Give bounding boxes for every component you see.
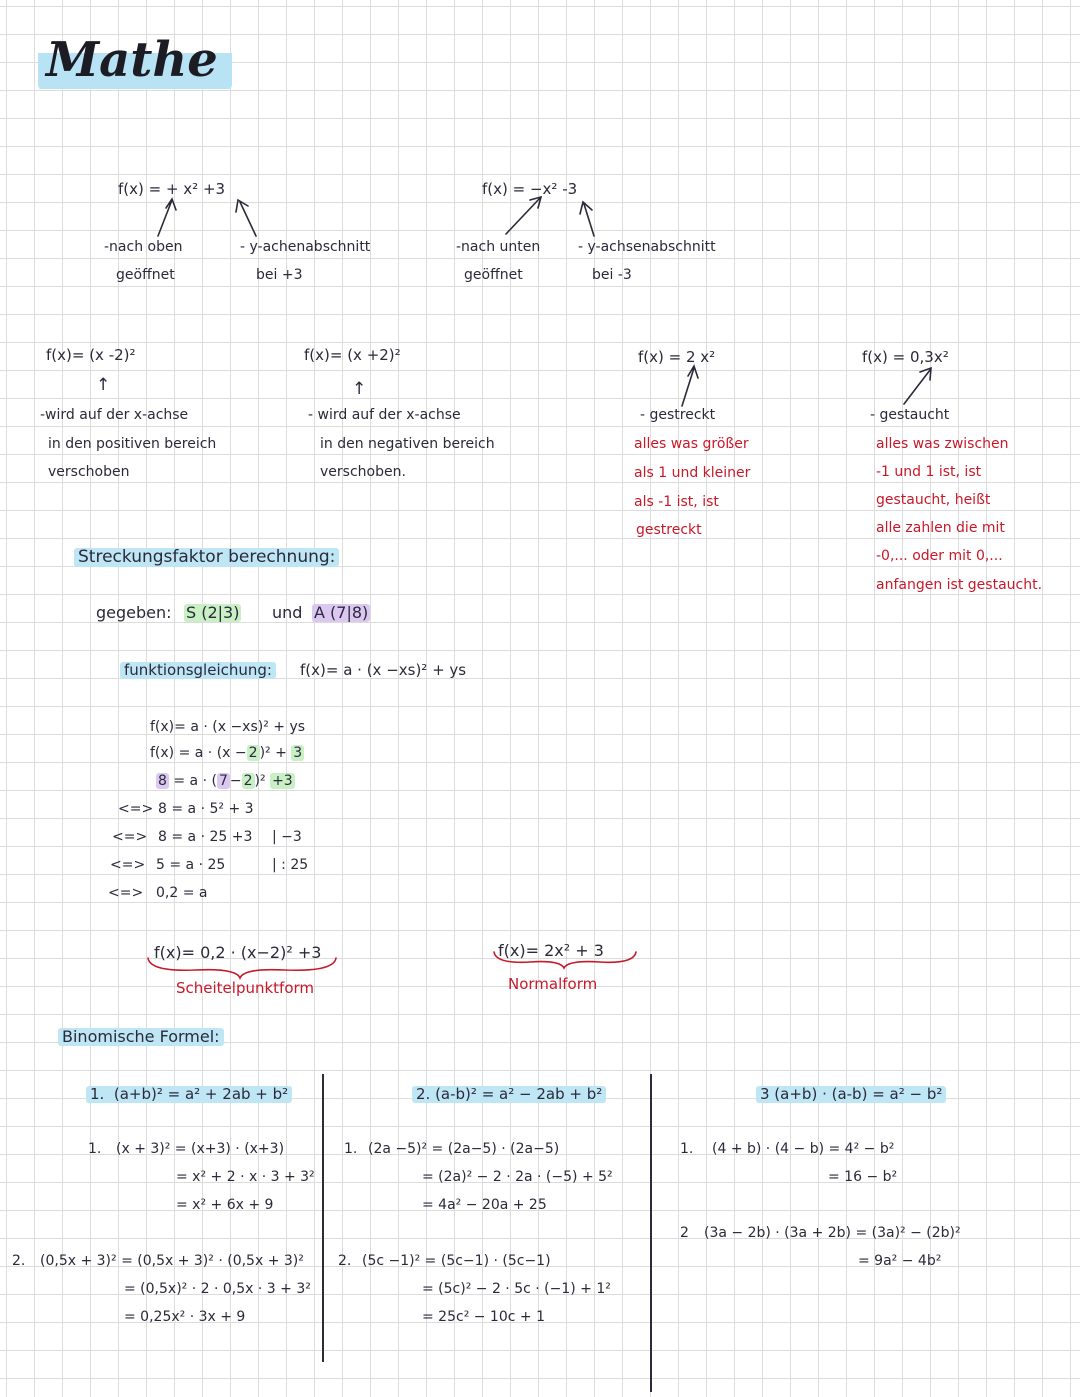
column-divider-1 [322, 1074, 324, 1362]
stretched-red-2: als 1 und kleiner [634, 465, 751, 481]
shift-left-line-2: in den negativen bereich [320, 436, 495, 452]
equiv-2: <=> [112, 829, 148, 845]
calc-step-3-ys: +3 [272, 773, 293, 789]
point-a: A (7|8) [314, 603, 369, 622]
stretched-equation: f(x) = 2 x² [638, 348, 716, 366]
calc-step-2-c: )² + [259, 745, 287, 761]
binomial-2-ex2-num: 2. [338, 1253, 352, 1269]
page-title: Mathe [38, 32, 232, 92]
compressed-red-1: alles was zwischen [876, 436, 1009, 452]
calc-step-3-x: 7 [218, 773, 228, 789]
calc-step-2-xs: 2 [248, 745, 258, 761]
calc-step-2-ys: 3 [293, 745, 303, 761]
compressed-red-3: gestaucht, heißt [876, 492, 991, 508]
shift-right-arrow: ↑ [96, 375, 111, 395]
binomial-1-ex2-num: 2. [12, 1253, 26, 1269]
arrow-stretched [682, 366, 698, 406]
stretch-calc-heading: Streckungsfaktor berechnung: [74, 548, 339, 567]
binomial-2-ex2-line3: = 25c² − 10c + 1 [422, 1309, 545, 1325]
shift-right-line-3: verschoben [48, 464, 130, 480]
parabola-up-note-yaxis: - y-achenabschnitt [240, 239, 371, 255]
binomial-2-ex1-line1: (2a −5)² = (2a−5) · (2a−5) [368, 1141, 560, 1157]
shift-left-line-3: verschoben. [320, 464, 406, 480]
arrow-compressed [904, 368, 931, 404]
equiv-3: <=> [110, 857, 146, 873]
calc-step-7: 0,2 = a [156, 885, 208, 901]
binomial-3-ex1-line2: = 16 − b² [828, 1169, 898, 1185]
calc-step-5-op: | −3 [272, 829, 302, 845]
parabola-up-note-open-2: geöffnet [116, 267, 175, 283]
binomial-1-ex1-line2: = x² + 2 · x · 3 + 3² [176, 1169, 315, 1185]
binomial-2-ex2-line1: (5c −1)² = (5c−1) · (5c−1) [362, 1253, 551, 1269]
binomial-3-ex1-line1: (4 + b) · (4 − b) = 4² − b² [712, 1141, 895, 1157]
compressed-equation: f(x) = 0,3x² [862, 348, 949, 366]
parabola-down-note-yaxis: - y-achsenabschnitt [578, 239, 716, 255]
binomial-1-ex1-num: 1. [88, 1141, 102, 1157]
equiv-1: <=> [118, 801, 154, 817]
equiv-4: <=> [108, 885, 144, 901]
compressed-red-5: -0,... oder mit 0,... [876, 548, 1003, 564]
given-label: gegeben: [96, 603, 172, 622]
vertex-point-s: S (2|3) [186, 603, 240, 622]
stretched-red-1: alles was größer [634, 436, 749, 452]
arrow-yaxis-up [236, 200, 256, 236]
binomial-2-header: 2. (a-b)² = a² − 2ab + b² [412, 1086, 606, 1103]
binomial-3-ex1-num: 1. [680, 1141, 694, 1157]
shift-left-line-1: - wird auf der x-achse [308, 407, 461, 423]
stretched-red-4: gestreckt [636, 522, 702, 538]
calc-step-2 [150, 746, 304, 761]
compressed-red-2: -1 und 1 ist, ist [876, 464, 982, 480]
binomial-3-ex2-line1: (3a − 2b) · (3a + 2b) = (3a)² − (2b)² [704, 1225, 961, 1241]
binomial-3-ex2-line2: = 9a² − 4b² [858, 1253, 942, 1269]
parabola-up-note-open: -nach oben [104, 239, 183, 255]
shift-right-equation: f(x)= (x -2)² [46, 346, 136, 364]
binomial-1-header-num: 1. [90, 1085, 105, 1103]
stretched-red-3: als -1 ist, ist [634, 494, 719, 510]
function-label: funktionsgleichung: [120, 662, 276, 679]
binomial-2-ex2-line2: = (5c)² − 2 · 5c · (−1) + 1² [422, 1281, 611, 1297]
calc-step-2-a: f(x) = a · (x − [150, 745, 247, 761]
calc-step-5: 8 = a · 25 +3 [158, 829, 253, 845]
vertex-form-label: Scheitelpunktform [176, 979, 315, 997]
parabola-down-note-yaxis-2: bei -3 [592, 267, 632, 283]
calc-step-3-b: = a · ( [173, 773, 217, 789]
parabola-up-note-yaxis-2: bei +3 [256, 267, 303, 283]
calc-step-6-op: | : 25 [272, 857, 309, 873]
vertex-form-equation: f(x)= 0,2 · (x−2)² +3 [154, 943, 322, 962]
calc-step-1: f(x)= a · (x −xs)² + ys [150, 719, 306, 735]
parabola-up-equation: f(x) = + x² +3 [118, 180, 226, 198]
arrow-yaxis-down [580, 202, 594, 236]
calc-step-4: 8 = a · 5² + 3 [158, 801, 254, 817]
parabola-down-equation: f(x) = −x² -3 [482, 180, 578, 198]
parabola-down-note-open-2: geöffnet [464, 267, 523, 283]
calc-step-3 [156, 774, 295, 789]
binomial-2-ex1-line3: = 4a² − 20a + 25 [422, 1197, 547, 1213]
binomial-1-ex2-line1: (0,5x + 3)² = (0,5x + 3)² · (0,5x + 3)² [40, 1253, 304, 1269]
calc-step-3-sq: )² [254, 773, 266, 789]
binomial-1-ex2-line3: = 0,25x² · 3x + 9 [124, 1309, 246, 1325]
calc-step-3-minus: − [229, 773, 242, 789]
compressed-label: - gestaucht [870, 407, 950, 423]
calc-step-3-y: 8 [158, 773, 167, 789]
compressed-red-4: alle zahlen die mit [876, 520, 1005, 536]
binomial-2-ex1-num: 1. [344, 1141, 358, 1157]
shift-left-arrow: ↑ [352, 379, 367, 399]
binomial-3-ex2-num: 2 [680, 1225, 689, 1241]
arrow-open-down [506, 197, 541, 234]
calc-step-3-xs: 2 [243, 773, 253, 789]
binomial-1-ex1-line3: = x² + 6x + 9 [176, 1197, 274, 1213]
binomial-2-ex1-line2: = (2a)² − 2 · 2a · (−5) + 5² [422, 1169, 613, 1185]
normal-form-label: Normalform [508, 975, 598, 993]
compressed-red-6: anfangen ist gestaucht. [876, 577, 1043, 593]
binomial-1-ex1-line1: (x + 3)² = (x+3) · (x+3) [116, 1141, 285, 1157]
binomial-1-header [86, 1086, 292, 1103]
shift-left-equation: f(x)= (x +2)² [304, 346, 401, 364]
and-label: und [272, 603, 303, 622]
shift-right-line-1: -wird auf der x-achse [40, 407, 189, 423]
function-equation: f(x)= a · (x −xs)² + ys [300, 661, 467, 679]
shift-right-line-2: in den positiven bereich [48, 436, 217, 452]
arrow-open-up [158, 199, 176, 236]
binomial-1-ex2-line2: = (0,5x)² · 2 · 0,5x · 3 + 3² [124, 1281, 311, 1297]
calc-step-6: 5 = a · 25 [156, 857, 226, 873]
parabola-down-note-open: -nach unten [456, 239, 541, 255]
binomial-heading: Binomische Formel: [58, 1028, 224, 1046]
binomial-1-header-formula: (a+b)² = a² + 2ab + b² [113, 1085, 289, 1103]
binomial-3-header: 3 (a+b) · (a-b) = a² − b² [756, 1086, 946, 1103]
column-divider-2 [650, 1074, 652, 1392]
normal-form-equation: f(x)= 2x² + 3 [498, 941, 604, 960]
stretched-label: - gestreckt [640, 407, 716, 423]
